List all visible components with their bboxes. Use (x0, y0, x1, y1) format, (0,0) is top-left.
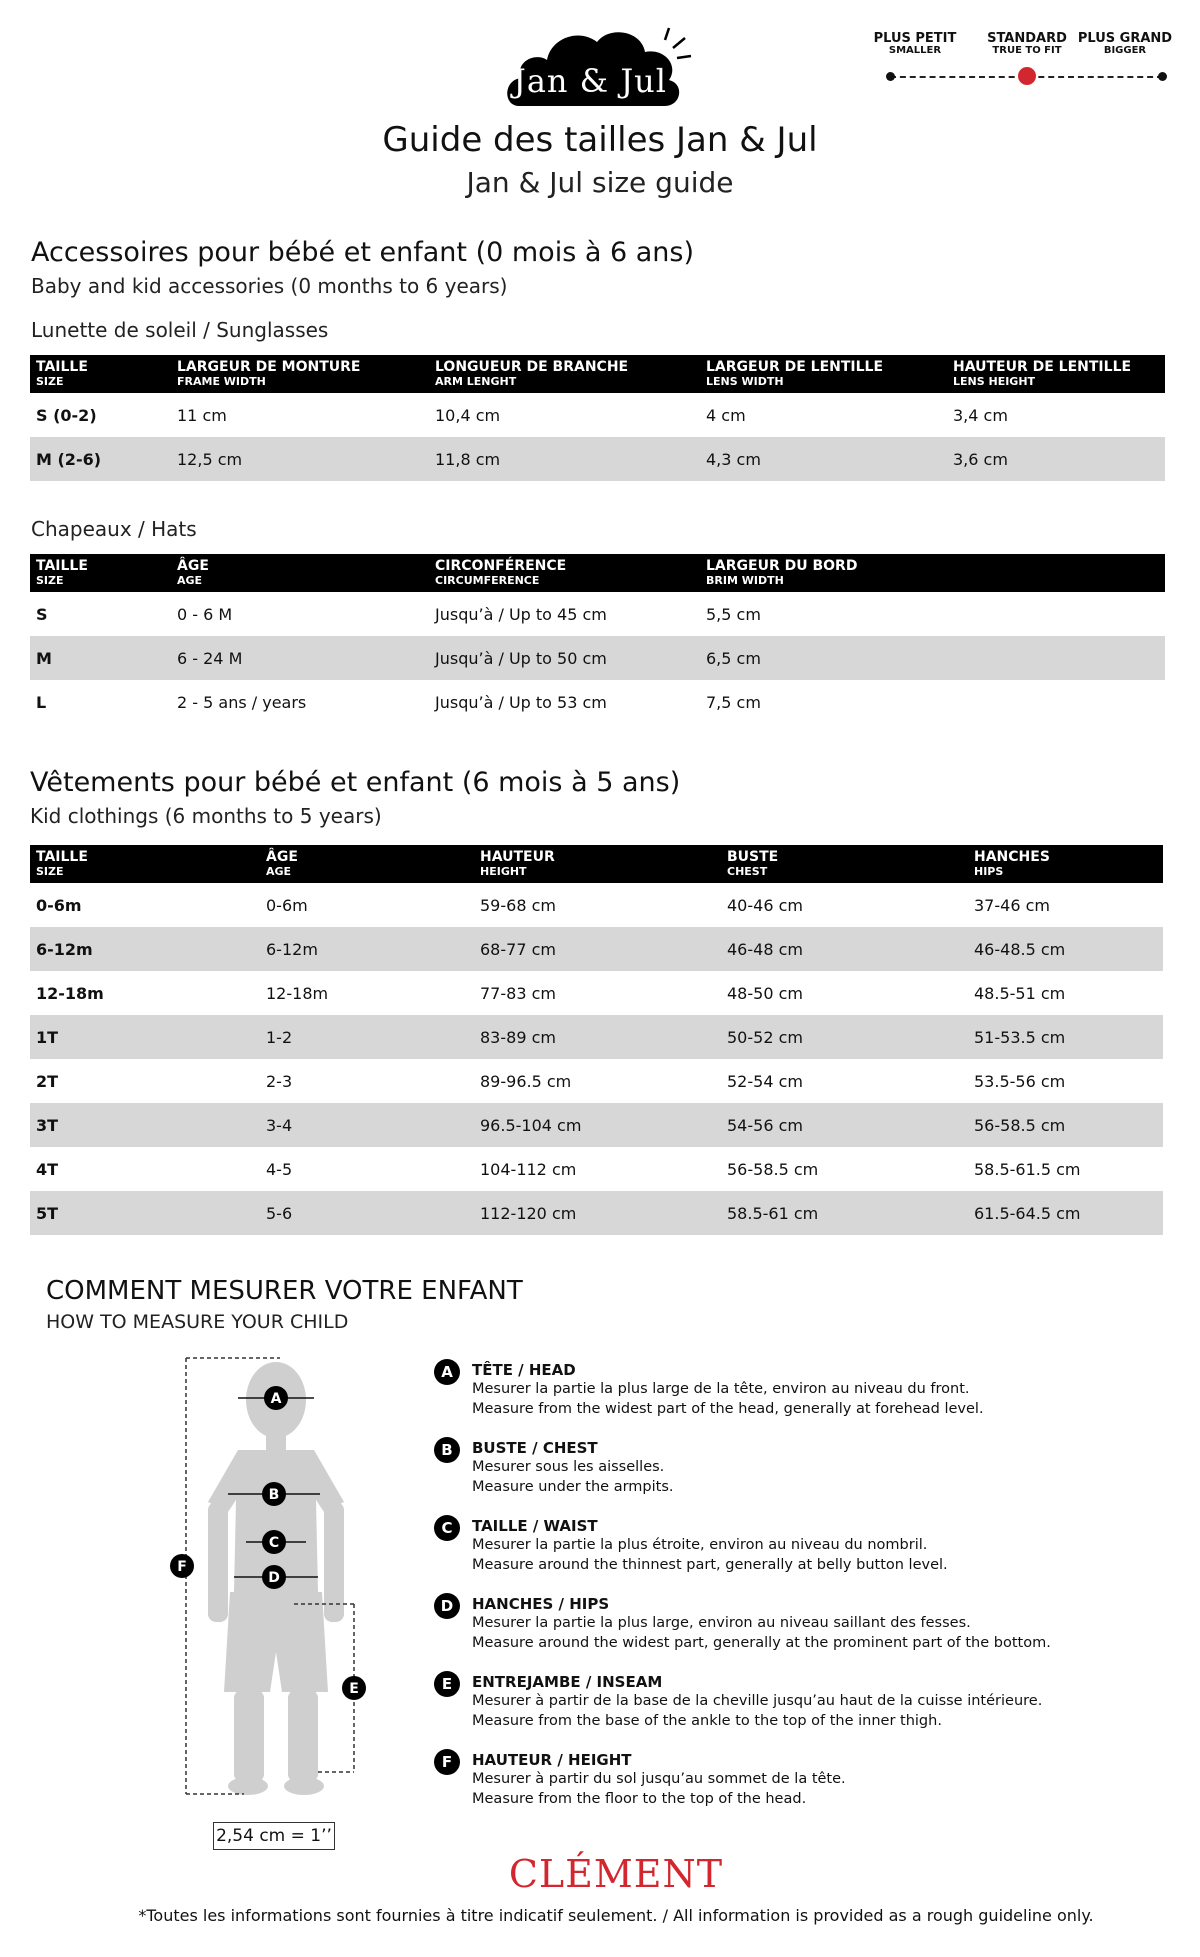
table-cell: 0-6m (36, 895, 82, 915)
fit-label-standard: STANDARD TRUE TO FIT (987, 31, 1067, 56)
column-header: TAILLE SIZE (30, 845, 260, 883)
measure-text-en: Measure around the thinnest part, generally at belly button level. (472, 1557, 948, 1573)
table-cell: 2-3 (266, 1071, 293, 1091)
measure-heading: HANCHES / HIPS (472, 1595, 610, 1613)
table-cell: 11 cm (177, 405, 227, 425)
table-cell (947, 636, 1165, 680)
table-cell: 12,5 cm (171, 437, 429, 481)
letter-badge-icon: A (434, 1359, 460, 1385)
accessories-heading: Accessoires pour bébé et enfant (0 mois à 6 ans) (31, 237, 695, 268)
sunglasses-title: Lunette de soleil / Sunglasses (31, 318, 329, 342)
table-cell: 4,3 cm (700, 437, 947, 481)
hats-title: Chapeaux / Hats (31, 517, 197, 541)
table-cell: 48.5-51 cm (974, 983, 1066, 1003)
table-cell: L (36, 692, 47, 712)
table-cell: 0 - 6 M (177, 604, 233, 624)
clothing-table (30, 845, 1163, 1235)
table-cell: 61.5-64.5 cm (968, 1191, 1163, 1235)
column-header: CIRCONFÉRENCE CIRCUMFERENCE (429, 554, 700, 592)
letter-badge-icon: F (434, 1749, 460, 1775)
table-row (30, 1147, 1163, 1191)
column-header: HAUTEUR DE LENTILLE LENS HEIGHT (947, 355, 1165, 393)
svg-text:B: B (268, 1487, 280, 1503)
column-header: BUSTE CHEST (721, 845, 968, 883)
letter-badge-icon: C (434, 1515, 460, 1541)
table-cell: Jusqu’à / Up to 53 cm (435, 692, 607, 712)
column-header: TAILLE SIZE (30, 554, 171, 592)
measure-heading: TAILLE / WAIST (472, 1517, 598, 1535)
table-header-row (30, 355, 1165, 393)
table-cell: 12-18m (36, 983, 104, 1003)
column-header: LONGUEUR DE BRANCHE ARM LENGHT (429, 355, 700, 393)
table-row (30, 971, 1163, 1015)
table-row (30, 393, 1165, 437)
table-cell: M (2-6) (30, 437, 171, 481)
svg-text:A: A (270, 1391, 282, 1407)
table-cell: 3T (30, 1103, 260, 1147)
table-row (30, 1059, 1163, 1103)
table-row (30, 883, 1163, 927)
svg-text:E: E (349, 1681, 359, 1697)
table-cell: Jusqu’à / Up to 45 cm (435, 604, 607, 624)
clothing-subheading: Kid clothings (6 months to 5 years) (30, 804, 382, 828)
table-cell: 48-50 cm (727, 983, 803, 1003)
table-cell (947, 592, 1165, 636)
column-header: TAILLE SIZE (30, 355, 171, 393)
sunglasses-table (30, 355, 1165, 481)
svg-text:F: F (177, 1559, 187, 1575)
measure-text-en: Measure from the widest part of the head, generally at forehead level. (472, 1401, 984, 1417)
measure-text-fr: Mesurer à partir du sol jusqu’au sommet de la tête. (472, 1771, 846, 1787)
clothing-heading: Vêtements pour bébé et enfant (6 mois à 5 ans) (30, 767, 681, 798)
table-cell: 46-48.5 cm (968, 927, 1163, 971)
logo-text: Jan & Jul (512, 62, 667, 100)
column-header: LARGEUR DU BORD BRIM WIDTH (700, 554, 947, 592)
table-row (30, 680, 1165, 724)
table-cell: S (36, 604, 48, 624)
table-cell: 12-18m (266, 983, 329, 1003)
measure-heading: HAUTEUR / HEIGHT (472, 1751, 632, 1769)
measure-text-fr: Mesurer la partie la plus large de la tête, environ au niveau du front. (472, 1381, 970, 1397)
column-header: LARGEUR DE LENTILLE LENS WIDTH (700, 355, 947, 393)
child-figure (168, 1352, 388, 1822)
table-cell: 68-77 cm (474, 927, 721, 971)
child-silhouette-icon (168, 1352, 388, 1822)
fit-dot-bigger (1158, 72, 1167, 81)
table-cell: 7,5 cm (706, 692, 761, 712)
unit-conversion: 2,54 cm = 1’’ (213, 1822, 335, 1850)
table-cell: M (30, 636, 171, 680)
table-cell: 58.5-61.5 cm (974, 1159, 1081, 1179)
table-cell: 4-5 (266, 1159, 293, 1179)
fit-label-smaller: PLUS PETIT SMALLER (873, 31, 957, 56)
measure-heading: BUSTE / CHEST (472, 1439, 598, 1457)
column-header: ÂGE AGE (171, 554, 429, 592)
table-cell: 89-96.5 cm (480, 1071, 572, 1091)
table-cell: 0-6m (266, 895, 308, 915)
table-row (30, 592, 1165, 636)
howto-subtitle: HOW TO MEASURE YOUR CHILD (46, 1311, 349, 1333)
measure-text-en: Measure under the armpits. (472, 1479, 674, 1495)
letter-badge-icon: B (434, 1437, 460, 1463)
table-cell: 53.5-56 cm (974, 1071, 1066, 1091)
table-cell: 3-4 (260, 1103, 474, 1147)
table-cell: 4 cm (706, 405, 746, 425)
table-cell: 54-56 cm (721, 1103, 968, 1147)
measure-text-fr: Mesurer la partie la plus étroite, environ au niveau du nombril. (472, 1537, 928, 1553)
table-cell: 1T (30, 1015, 260, 1059)
footnote: *Toutes les informations sont fournies à titre indicatif seulement. / All information is provided as a rough guideline only. (138, 1906, 1094, 1925)
table-cell: 10,4 cm (435, 405, 501, 425)
table-cell: S (0-2) (36, 405, 97, 425)
table-cell: 5,5 cm (706, 604, 761, 624)
table-header-row (30, 554, 1165, 592)
fit-label-bigger: PLUS GRAND BIGGER (1077, 31, 1173, 56)
table-cell: 6 - 24 M (171, 636, 429, 680)
table-cell: 6,5 cm (700, 636, 947, 680)
table-row (30, 636, 1165, 680)
table-row (30, 927, 1163, 971)
measure-text-en: Measure from the base of the ankle to the top of the inner thigh. (472, 1713, 942, 1729)
letter-badge-icon: D (434, 1593, 460, 1619)
table-cell: 46-48 cm (721, 927, 968, 971)
fit-dot-smaller (886, 72, 895, 81)
howto-title: COMMENT MESURER VOTRE ENFANT (46, 1276, 523, 1306)
fit-dot-standard (1018, 67, 1036, 85)
table-cell: 4T (36, 1159, 59, 1179)
accessories-subheading: Baby and kid accessories (0 months to 6 years) (31, 274, 508, 298)
page-subtitle: Jan & Jul size guide (466, 166, 734, 199)
table-cell: 56-58.5 cm (968, 1103, 1163, 1147)
measure-text-fr: Mesurer la partie la plus large, environ au niveau saillant des fesses. (472, 1615, 971, 1631)
jan-jul-logo (505, 22, 695, 116)
table-cell: 59-68 cm (480, 895, 556, 915)
table-cell: 5T (30, 1191, 260, 1235)
svg-text:D: D (268, 1570, 280, 1586)
table-cell: 5-6 (260, 1191, 474, 1235)
table-row (30, 437, 1165, 481)
table-row (30, 1191, 1163, 1235)
table-cell: 37-46 cm (974, 895, 1050, 915)
table-cell: 2 - 5 ans / years (177, 692, 307, 712)
table-cell: 3,6 cm (947, 437, 1165, 481)
table-cell: Jusqu’à / Up to 50 cm (429, 636, 700, 680)
table-cell (947, 680, 1165, 724)
column-header: HANCHES HIPS (968, 845, 1163, 883)
measure-text-en: Measure around the widest part, generally at the prominent part of the bottom. (472, 1635, 1051, 1651)
measure-text-fr: Mesurer sous les aisselles. (472, 1459, 665, 1475)
measure-text-en: Measure from the floor to the top of the head. (472, 1791, 807, 1807)
table-cell: 3,4 cm (953, 405, 1008, 425)
table-header-row (30, 845, 1163, 883)
table-cell: 11,8 cm (429, 437, 700, 481)
column-header (947, 554, 1165, 592)
measure-text-fr: Mesurer à partir de la base de la cheville jusqu’au haut de la cuisse intérieure. (472, 1693, 1043, 1709)
table-cell: 96.5-104 cm (474, 1103, 721, 1147)
table-cell: 112-120 cm (474, 1191, 721, 1235)
letter-badge-icon: E (434, 1671, 460, 1697)
svg-text:C: C (268, 1535, 280, 1551)
clement-logo: CLÉMENT (508, 1852, 724, 1896)
table-cell: 1-2 (260, 1015, 474, 1059)
table-cell: 52-54 cm (727, 1071, 803, 1091)
table-cell: 51-53.5 cm (968, 1015, 1163, 1059)
fit-scale (873, 31, 1180, 92)
table-cell: 6-12m (30, 927, 260, 971)
table-cell: 77-83 cm (480, 983, 556, 1003)
table-row (30, 1103, 1163, 1147)
table-row (30, 1015, 1163, 1059)
table-cell: 58.5-61 cm (721, 1191, 968, 1235)
table-cell: 104-112 cm (480, 1159, 577, 1179)
column-header: LARGEUR DE MONTURE FRAME WIDTH (171, 355, 429, 393)
table-cell: 56-58.5 cm (727, 1159, 819, 1179)
table-cell: 83-89 cm (474, 1015, 721, 1059)
table-cell: 6-12m (260, 927, 474, 971)
page-title: Guide des tailles Jan & Jul (382, 120, 818, 160)
measure-heading: TÊTE / HEAD (472, 1361, 576, 1379)
measure-heading: ENTREJAMBE / INSEAM (472, 1673, 663, 1691)
column-header: ÂGE AGE (260, 845, 474, 883)
hats-table (30, 554, 1165, 724)
column-header: HAUTEUR HEIGHT (474, 845, 721, 883)
table-cell: 40-46 cm (727, 895, 803, 915)
table-cell: 2T (36, 1071, 59, 1091)
table-cell: 50-52 cm (721, 1015, 968, 1059)
